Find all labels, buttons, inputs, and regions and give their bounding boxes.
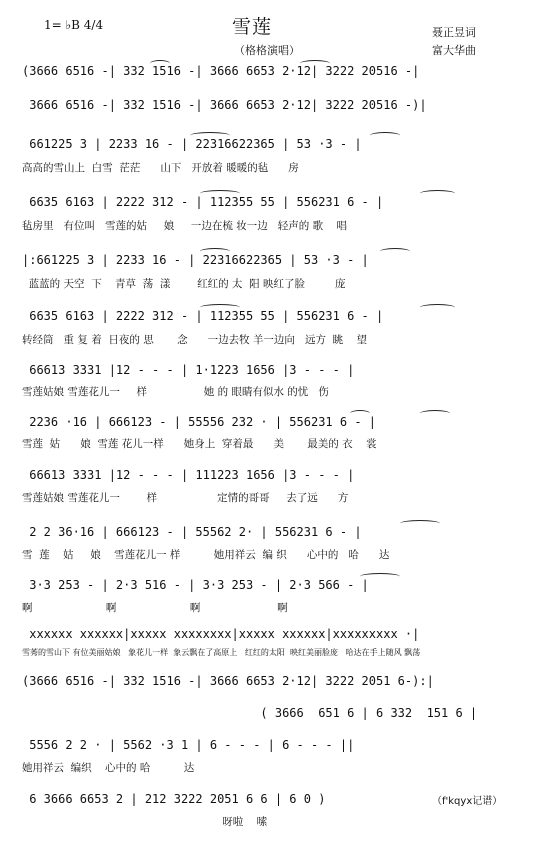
slur-mark	[200, 190, 240, 197]
slur-mark	[150, 60, 170, 67]
notation-line: (3666 6516 -| 332 1516 -| 3666 6653 2·12| 3222 2051 6-):|	[22, 674, 434, 688]
notation-line: 6 3666 6653 2 | 212 3222 2051 6 6 | 6 0 )	[22, 792, 326, 806]
performer-note: （格格演唱）	[234, 44, 300, 57]
notation-line: 6635 6163 | 2222 312 - | 112355 55 | 556231 6 - |	[22, 195, 384, 209]
slur-mark	[420, 410, 450, 417]
slur-mark	[300, 60, 330, 67]
lyric-line: 雪 莲 姑 娘 雪莲花儿一 样 她用祥云 编 织 心中的 哈 达	[22, 549, 390, 561]
lyric-line: 雪莲 姑 娘 雪莲 花儿一样 她身上 穿着最 美 最美的 衣 裳	[22, 438, 377, 450]
notation-line: 66613 3331 |12 - - - | 1·1223 1656 |3 - - - |	[22, 363, 355, 377]
slur-mark	[400, 520, 440, 527]
slur-mark	[190, 132, 230, 139]
slur-mark	[370, 132, 400, 139]
slur-mark	[380, 248, 410, 255]
lyric-line: 转经筒 重 复 着 日夜的 思 念 一边去牧 羊一边向 远方 眺 望	[22, 334, 367, 346]
notation-line: |:661225 3 | 2233 16 - | 22316622365 | 53 ·3 - |	[22, 253, 369, 267]
slur-mark	[200, 248, 230, 255]
lyric-line: 雪莲姑娘 雪莲花儿一 样 定情的哥哥 去了远 方	[22, 492, 349, 504]
lyric-line: 蓝蓝的 天空 下 青草 荡 漾 红红的 太 阳 映红了脸 庞	[22, 278, 346, 290]
lyric-line-small: 雪莠的雪山下 有位美丽姑娘 象花儿一样 象云飘在了高原上 红红的太阳 映红美丽脸庞 哈达在手上随风 飘荡	[22, 648, 421, 657]
key-signature: 1= ♭B 4/4	[44, 18, 104, 32]
lyric-line: 啊 啊 啊 啊	[22, 602, 288, 614]
notation-line: 2 2 36·16 | 666123 - | 55562 2· | 556231 6 - |	[22, 525, 362, 539]
composer-credit: 富大华曲	[432, 44, 476, 57]
lyricist-credit: 聂正昱词	[432, 26, 476, 39]
notation-line: 3666 6516 -| 332 1516 -| 3666 6653 2·12| 3222 20516 -)|	[22, 98, 427, 112]
slur-mark	[420, 190, 455, 197]
lyric-line: 毡房里 有位叫 雪莲的姑 娘 一边在梳 妆一边 轻声的 歌 唱	[22, 220, 347, 232]
transcriber-credit: （f'kqyx记谱）	[432, 796, 503, 807]
notation-line: ( 3666 651 6 | 6 332 151 6 |	[22, 706, 478, 720]
notation-line: (3666 6516 -| 332 1516 -| 3666 6653 2·12| 3222 20516 -|	[22, 64, 420, 78]
lyric-line: 她用祥云 编织 心中的 哈 达	[22, 762, 195, 774]
slur-mark	[200, 304, 240, 311]
notation-line: 661225 3 | 2233 16 - | 22316622365 | 53 ·3 - |	[22, 137, 362, 151]
rhythm-line: xxxxxx xxxxxx|xxxxx xxxxxxxx|xxxxx xxxxxx|xxxxxxxxx ·|	[22, 627, 420, 641]
notation-line: 5556 2 2 · | 5562 ·3 1 | 6 - - - | 6 - - - ||	[22, 738, 355, 752]
lyric-line: 呀啦 嗦	[22, 816, 268, 828]
notation-line: 2236 ·16 | 666123 - | 55556 232 · | 556231 6 - |	[22, 415, 377, 429]
slur-mark	[420, 304, 455, 311]
slur-mark	[350, 410, 370, 417]
notation-line: 66613 3331 |12 - - - | 111223 1656 |3 - - - |	[22, 468, 355, 482]
notation-line: 6635 6163 | 2222 312 - | 112355 55 | 556231 6 - |	[22, 309, 384, 323]
page-title: 雪莲	[232, 16, 273, 38]
notation-line: 3·3 253 - | 2·3 516 - | 3·3 253 - | 2·3 566 - |	[22, 578, 369, 592]
lyric-line: 雪莲姑娘 雪莲花儿一 样 她 的 眼睛有似水 的忧 伤	[22, 386, 329, 398]
lyric-line: 高高的雪山上 白雪 茫茫 山下 开放着 暖暖的毡 房	[22, 162, 299, 174]
slur-mark	[360, 573, 400, 580]
